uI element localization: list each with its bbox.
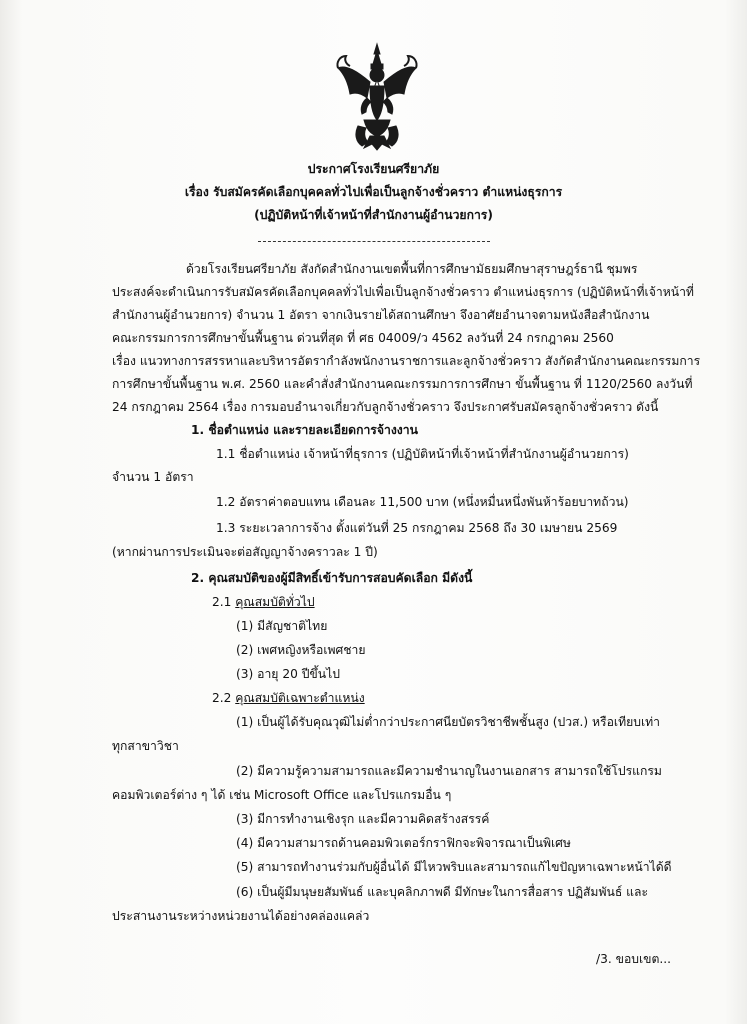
intro-line: ประสงค์จะดำเนินการรับสมัครคัดเลือกบุคคลทั่วไปเพื่อเป็นลูกจ้างชั่วคราว ตำแหน่งธุรการ (ปฏิบัติหน้าที่เจ้าหน้าที่ bbox=[112, 285, 694, 299]
item-1-1-continuation: จำนวน 1 อัตรา bbox=[112, 470, 194, 484]
announcement-subtitle: (ปฏิบัติหน้าที่เจ้าหน้าที่สำนักงานผู้อำนวยการ) bbox=[254, 208, 493, 222]
page-continuation: /3. ขอบเขต... bbox=[596, 952, 672, 966]
intro-line: คณะกรรมการการศึกษาขั้นพื้นฐาน ด่วนที่สุด ที่ ศธ 04009/ว 4562 ลงวันที่ 24 กรกฎาคม 2560 bbox=[112, 331, 614, 345]
specific-qualification-item: (4) มีความสามารถด้านคอมพิวเตอร์กราฟิกจะพิจารณาเป็นพิเศษ bbox=[236, 836, 571, 850]
intro-line: เรื่อง แนวทางการสรรหาและบริหารอัตรากำลังพนักงานราชการและลูกจ้างชั่วคราว สังกัดสำนักงานคณะกรรมการ bbox=[112, 354, 701, 368]
specific-qualification-item: (5) สามารถทำงานร่วมกับผู้อื่นได้ มีไหวพริบและสามารถแก้ไขปัญหาเฉพาะหน้าได้ดี bbox=[236, 860, 672, 874]
intro-line: การศึกษาขั้นพื้นฐาน พ.ศ. 2560 และคำสั่งสำนักงานคณะกรรมการการศึกษา ขั้นพื้นฐาน ที่ 1120/2560 ลงวันที่ bbox=[112, 377, 693, 391]
intro-line: 24 กรกฎาคม 2564 เรื่อง การมอบอำนาจเกี่ยวกับลูกจ้างชั่วคราว จึงประกาศรับสมัครลูกจ้างชั่วคราว ดังนี้ bbox=[112, 400, 659, 414]
item-1-1: 1.1 ชื่อตำแหน่ง เจ้าหน้าที่ธุรการ (ปฏิบัติหน้าที่เจ้าหน้าที่สำนักงานผู้อำนวยการ) bbox=[216, 447, 629, 461]
specific-qualification-continuation: ทุกสาขาวิชา bbox=[112, 739, 179, 753]
specific-qualification-continuation: ประสานงานระหว่างหน่วยงานได้อย่างคล่องแคล่ว bbox=[112, 909, 370, 923]
general-qualification-item: (3) อายุ 20 ปีขึ้นไป bbox=[236, 667, 340, 681]
specific-qualification-item: (2) มีความรู้ความสามารถและมีความชำนาญในงานเอกสาร สามารถใช้โปรแกรม bbox=[236, 764, 662, 778]
subsection-2-2 bbox=[212, 690, 365, 706]
garuda-emblem-icon bbox=[334, 42, 420, 152]
subsection-2-1 bbox=[212, 594, 315, 610]
announcement-subject: เรื่อง รับสมัครคัดเลือกบุคคลทั่วไปเพื่อเป็นลูกจ้างชั่วคราว ตำแหน่งธุรการ bbox=[184, 185, 563, 199]
specific-qualification-item: (6) เป็นผู้มีมนุษยสัมพันธ์ และบุคลิกภาพดี มีทักษะในการสื่อสาร ปฏิสัมพันธ์ และ bbox=[236, 885, 649, 899]
intro-line: ด้วยโรงเรียนศรียาภัย สังกัดสำนักงานเขตพื้นที่การศึกษามัธยมศึกษาสุราษฎร์ธานี ชุมพร bbox=[186, 262, 638, 276]
specific-qualification-item: (3) มีการทำงานเชิงรุก และมีความคิดสร้างสรรค์ bbox=[236, 812, 490, 826]
general-qualification-item: (1) มีสัญชาติไทย bbox=[236, 619, 328, 633]
subsection-number: 2.2 bbox=[212, 691, 232, 705]
item-1-3-continuation: (หากผ่านการประเมินจะต่อสัญญาจ้างคราวละ 1 ปี) bbox=[112, 545, 378, 559]
intro-line: สำนักงานผู้อำนวยการ) จำนวน 1 อัตรา จากเงินรายได้สถานศึกษา จึงอาศัยอำนาจตามหนังสือสำนักงาน bbox=[112, 308, 650, 322]
announcement-title: ประกาศโรงเรียนศรียาภัย bbox=[307, 162, 440, 176]
item-1-2: 1.2 อัตราค่าตอบแทน เดือนละ 11,500 บาท (หนึ่งหมื่นหนึ่งพันห้าร้อยบาทถ้วน) bbox=[216, 495, 629, 509]
section-1-heading: 1. ชื่อตำแหน่ง และรายละเอียดการจ้างงาน bbox=[191, 423, 418, 437]
subsection-label: คุณสมบัติทั่วไป bbox=[235, 595, 315, 609]
general-qualification-item: (2) เพศหญิงหรือเพศชาย bbox=[236, 643, 366, 657]
section-2-heading: 2. คุณสมบัติของผู้มีสิทธิ์เข้ารับการสอบคัดเลือก มีดังนี้ bbox=[191, 571, 473, 585]
specific-qualification-item: (1) เป็นผู้ได้รับคุณวุฒิไม่ต่ำกว่าประกาศนียบัตรวิชาชีพชั้นสูง (ปวส.) หรือเทียบเท่า bbox=[236, 715, 661, 729]
item-1-3: 1.3 ระยะเวลาการจ้าง ตั้งแต่วันที่ 25 กรกฎาคม 2568 ถึง 30 เมษายน 2569 bbox=[216, 521, 618, 535]
subsection-number: 2.1 bbox=[212, 595, 232, 609]
subsection-label: คุณสมบัติเฉพาะตำแหน่ง bbox=[235, 691, 365, 705]
specific-qualification-continuation: คอมพิวเตอร์ต่าง ๆ ได้ เช่น Microsoft Office และโปรแกรมอื่น ๆ bbox=[112, 788, 452, 802]
dashed-divider bbox=[258, 241, 490, 242]
